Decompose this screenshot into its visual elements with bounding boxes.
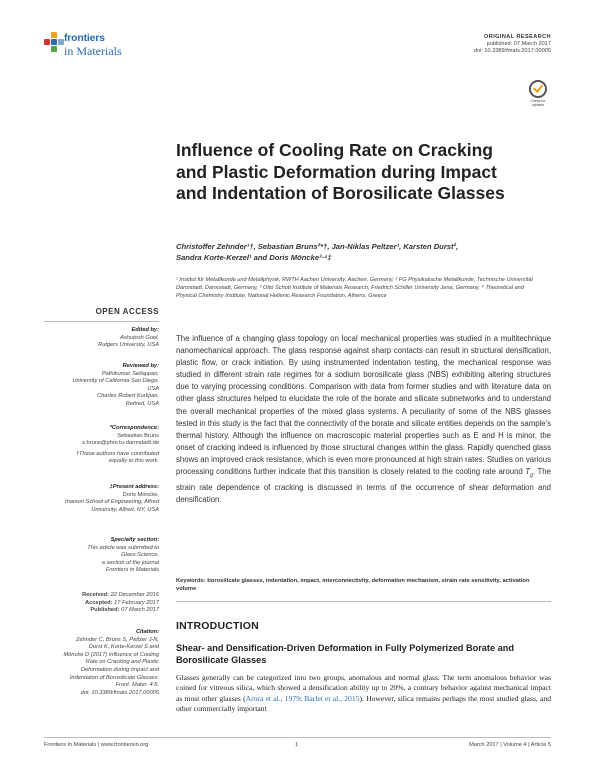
present-address-line: Doris Möncke, [122,491,159,498]
equal-contribution-line: equally to this work. [109,458,159,465]
citation-heading: Citation: [135,629,159,635]
present-address-heading: ‡Present address: [109,484,159,490]
citation-line: Zehnder C, Bruns S, Peltzer J-N, [75,636,159,643]
specialty-line: This article was submitted to [87,544,159,551]
citation-line: Durst K, Korte-Kerzel S and [88,644,159,651]
citation-separator: ; [299,693,305,703]
check-for-updates-badge[interactable] [525,80,551,106]
section-subheading: Shear- and Densification-Driven Deformation in Fully Polymerized Borate and Borosilicate Glasses [176,643,514,665]
citation-link[interactable]: Barlet et al., 2015 [304,693,360,703]
equal-contribution-line: †These authors have contributed [75,450,159,457]
logo-line1: frontiers [64,32,105,44]
sidebar-divider [44,321,159,322]
badge-line2: updates [531,103,545,107]
correspondence-email[interactable]: s.bruns@phm.tu-darmstadt.de [82,440,159,447]
citation-section [44,629,159,697]
editor-line: Rutgers University, USA [98,342,159,349]
footer-journal-link[interactable]: Frontiers in Materials | www.frontiersin.org [44,742,149,748]
journal-logo[interactable] [44,30,164,60]
authors-line-2: Sandra Korte-Kerzel¹ and Doris Möncke³·⁴‡ [176,252,332,262]
editor-line: Ashutosh Goel, [120,334,159,341]
badge-text [525,99,551,107]
reviewer-line: University of California San Diego, [72,378,159,385]
authors-line-1: Christoffer Zehnder¹†, Sebastian Bruns²*†, Jan-Niklas Peltzer¹, Karsten Durst², [176,242,459,251]
keywords-list: borosilicate glasses, indentation, impact, interconnectivity, deformation mechanism, strain rate sensitivity, activation volume [176,578,530,592]
citation-line: Front. Mater. 4:5. [115,682,159,689]
present-address-line: University, Alfred, NY, USA [91,506,159,513]
abstract [176,333,551,506]
footer-divider [44,737,551,738]
citation-line: Indentation of Borosilicate Glasses. [69,674,159,681]
accepted-date [44,600,159,608]
specialty-section [44,537,159,575]
affiliations: ¹ Institut für Metallkunde und Metallphysik, RWTH Aachen University, Aachen, Germany, ² FG Physikalische Metallkunde, Technische Universität Darmstadt, Darmstadt, Germany, ³ Otto Schott Institute of Materials Research, Friedrich Schiller University Jena, Germany, ⁴ Theoretical and Physical Chemistry Institute, National Hellenic Research Foundation, Athens, Greece [176,277,533,299]
doi-link[interactable]: doi: 10.3389/fmats.2017.00005 [473,48,551,55]
body-text [176,673,551,714]
author-list [176,242,536,264]
keywords [176,577,551,593]
reviewed-by-heading: Reviewed by: [122,363,159,369]
published-date: published: 07 March 2017 [486,41,551,48]
abstract-text-end: . The strain rate dependence of cracking is discussed in terms of the occurrence of shear deformation and densification. [176,467,551,504]
published-label: Published: [90,607,120,614]
keywords-divider [176,601,551,602]
received-value: 22 December 2016 [110,592,159,598]
reviewer-line: Pathikumar Sellappan, [101,370,159,377]
body-paragraph-end: ). However, silica remains perhaps the most studied glass, and other commercially important [176,693,551,713]
abstract-text: The influence of a changing glass topology on local mechanical properties was studied in a multitechnique nanomechanical approach. The glass response against sharp contacts can result in structural densification, plastic flow, or crack initiation. By using instrumented indentation testing, the mechanical response was studied in different strain rate regimes for a sodium borosilicate glass (NBS) exhibiting altering structures due to varying processing conditions. Comparison with data from former studies and with literature data on other glass structures helped to elucidate the role of the borate and silicate subnetworks and to understand the overall mechanical properties of the mixed glass systems. A peculiarity of some of the NBS glasses tested in this study is the fact that the connectivity of the borate and silicate entities depends on the sample's thermal history. Although the influence on macroscopic material properties such as E and H is minor, the onset of cracking indeed is influenced by those structural changes within the glass. Rapidly quenched glass shows an improved crack resistance, which is even more pronounced at high strain rates. Studies on various processing conditions further indicate that this transition is closely related to the cooling rate around [176,334,551,477]
published-date-side [44,607,159,615]
correspondence-section [44,425,159,466]
present-address-section [44,484,159,514]
accepted-label: Accepted: [85,599,113,606]
open-access-label: OPEN ACCESS [95,307,159,316]
edited-by-heading: Edited by: [131,327,159,333]
reviewer-line: Retired, USA [125,400,159,407]
frontiers-logo-icon [44,32,64,52]
tg-symbol: T [525,467,530,477]
introduction-heading: INTRODUCTION [176,620,259,632]
article-title: Influence of Cooling Rate on Cracking and Plastic Deformation during Impact and Indentation of Borosilicate Glasses [176,140,505,203]
present-address-line: Inamori School of Engineering, Alfred [64,499,159,506]
received-label: Received: [82,592,110,598]
edited-by-section [44,327,159,350]
reviewed-by-section [44,363,159,409]
correspondence-heading: *Correspondence: [109,425,159,431]
dates-section [44,592,159,615]
article-type: ORIGINAL RESEARCH [484,34,551,40]
correspondence-name: Sebastian Bruns [117,432,159,439]
specialty-line: a section of the journal [101,559,159,566]
received-date [44,592,159,600]
accepted-value: 17 February 2017 [114,599,159,606]
body-paragraph: Glasses generally can be categorized into two groups, anomalous and normal glass. The term anomalous behavior was coined for vitreous silica, which showed a densification ability up to 20%, a contrary behavior against mechanical impact as most other glasses ( [176,673,551,703]
citation-line: Deformation during Impact and [80,666,159,673]
footer-issue-info: March 2017 | Volume 4 | Article 5 [469,742,551,748]
article-meta-header [474,34,551,56]
citation-doi[interactable]: doi: 10.3389/fmats.2017.00005 [80,689,159,696]
citation-line: Möncke D (2017) Influence of Cooling [63,651,159,658]
tg-subscript: g [529,472,534,479]
specialty-heading: Specialty section: [110,537,159,543]
footer-page-number: 1 [295,742,299,748]
badge-line1: Check for [530,99,546,103]
specialty-line: Frontiers in Materials [105,567,159,574]
check-for-updates-icon [529,80,547,98]
reviewer-line: USA [147,385,159,392]
keywords-label: Keywords: [176,578,206,584]
specialty-line: Glass Science, [121,552,159,559]
citation-link[interactable]: Arora et al., 1979 [245,693,300,703]
citation-line: Rate on Cracking and Plastic [85,659,159,666]
published-value: 07 March 2017 [121,607,159,614]
reviewer-line: Charles Robert Kurkjian, [97,393,159,400]
logo-line2: in Materials [64,44,122,58]
